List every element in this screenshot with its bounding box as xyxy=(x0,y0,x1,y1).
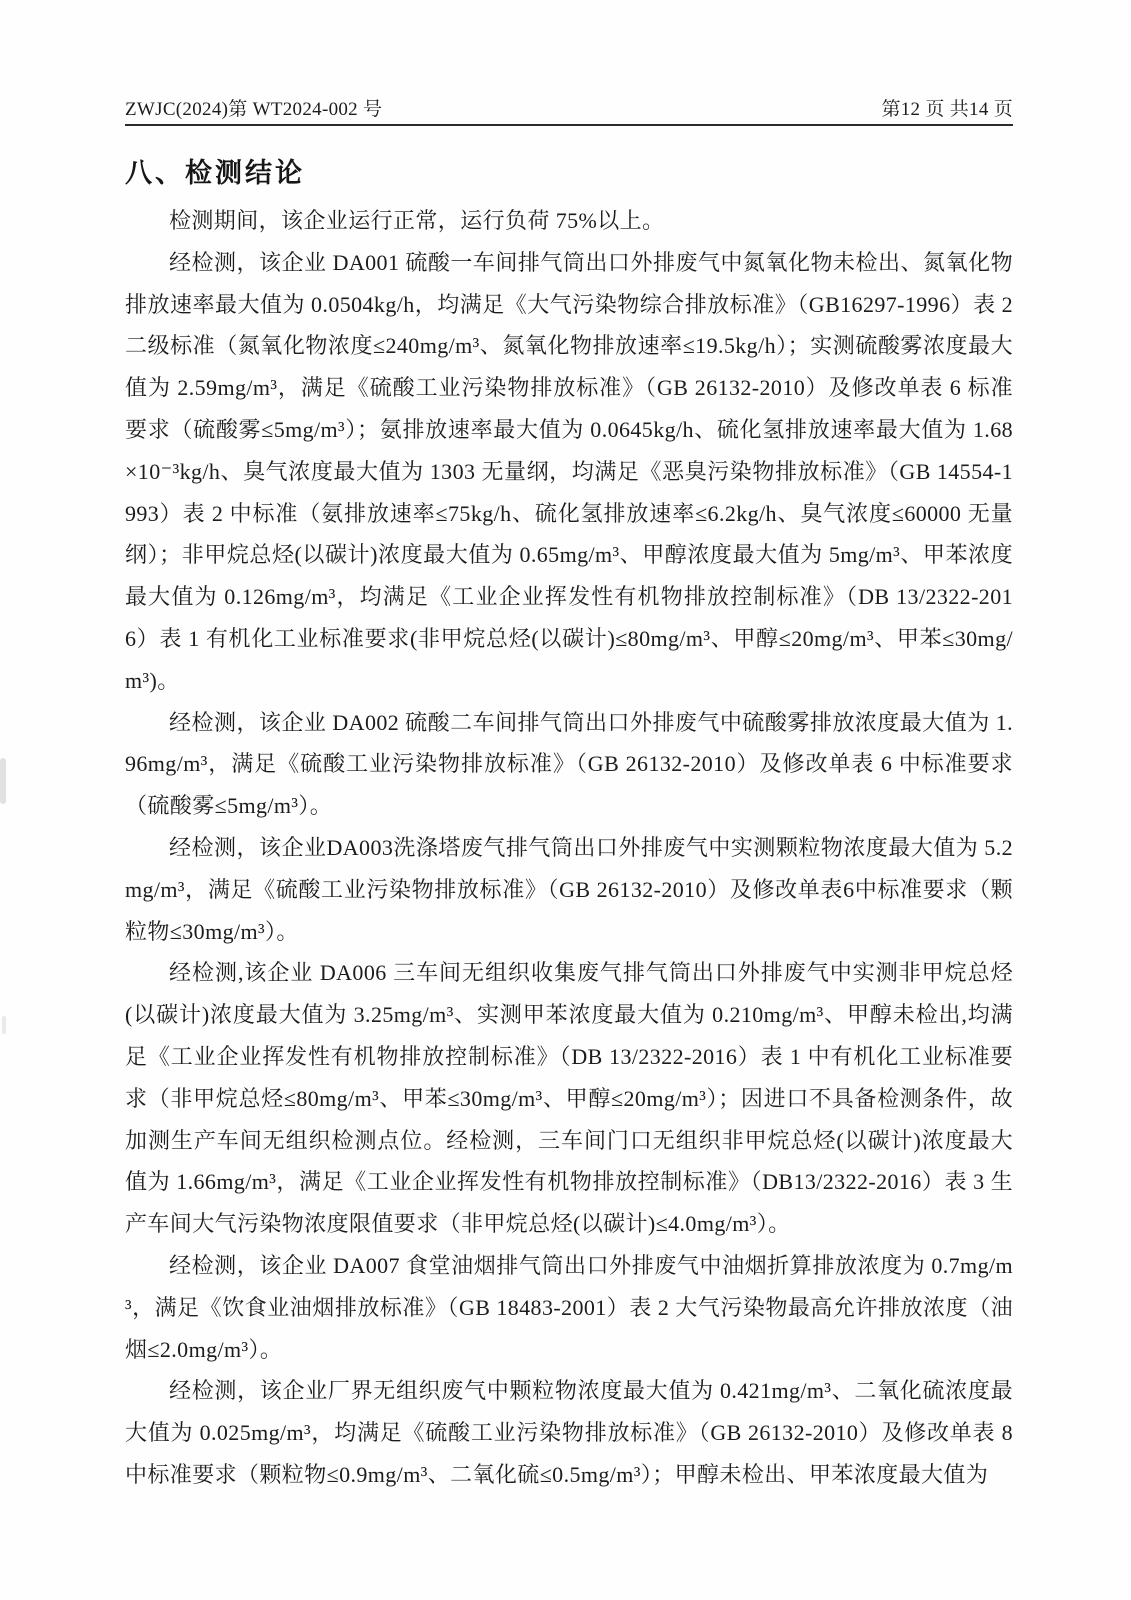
paragraph-da003-results: 经检测，该企业DA003洗涤塔废气排气筒出口外排废气中实测颗粒物浓度最大值为 5.2mg/m³，满足《硫酸工业污染物排放标准》（GB 26132-2010）及修改单表6中标准要求（颗粒物≤30mg/m³）。 xyxy=(125,834,1013,944)
page-number-indicator: 第12 页 共14 页 xyxy=(881,99,1013,120)
scan-smudge xyxy=(2,1016,6,1034)
paragraph-boundary-results: 经检测，该企业厂界无组织废气中颗粒物浓度最大值为 0.421mg/m³、二氧化硫浓度最大值为 0.025mg/m³，均满足《硫酸工业污染物排放标准》（GB 26132-2010）及修改单表 8 中标准要求（颗粒物≤0.9mg/m³、二氧化硫≤0.5mg/m³）；甲醇未检出、甲苯浓度最大值为 xyxy=(125,1378,1013,1487)
page-header xyxy=(125,94,1013,126)
paragraph-operating-load: 检测期间，该企业运行正常，运行负荷 75%以上。 xyxy=(169,208,665,233)
paragraph-da001-results: 经检测，该企业 DA001 硫酸一车间排气筒出口外排废气中氮氧化物未检出、氮氧化物排放速率最大值为 0.0504kg/h，均满足《大气污染物综合排放标准》（GB16297-1996）表 2 二级标准（氮氧化物浓度≤240mg/m³、氮氧化物排放速率≤19.5kg/h）；实测硫酸雾浓度最大值为 2.59mg/m³，满足《硫酸工业污染物排放标准》（GB 26132-2010）及修改单表 6 标准要求（硫酸雾≤5mg/m³）；氨排放速率最大值为 0.0645kg/h、硫化氢排放速率最大值为 1.68×10⁻³kg/h、臭气浓度最大值为 1303 无量纲，均满足《恶臭污染物排放标准》（GB 14554-1993）表 2 中标准（氨排放速率≤75kg/h、硫化氢排放速率≤6.2kg/h、臭气浓度≤60000 无量纲）；非甲烷总烃(以碳计)浓度最大值为 0.65mg/m³、甲醇浓度最大值为 5mg/m³、甲苯浓度最大值为 0.126mg/m³，均满足《工业企业挥发性有机物排放控制标准》（DB 13/2322-2016）表 1 有机化工业标准要求(非甲烷总烃(以碳计)≤80mg/m³、甲醇≤20mg/m³、甲苯≤30mg/m³)。 xyxy=(125,249,1013,693)
section-title: 八、检测结论 xyxy=(125,158,305,188)
document-number: ZWJC(2024)第 WT2024-002 号 xyxy=(125,99,383,120)
paragraph-da002-results: 经检测，该企业 DA002 硫酸二车间排气筒出口外排废气中硫酸雾排放浓度最大值为 1.96mg/m³，满足《硫酸工业污染物排放标准》（GB 26132-2010）及修改单表 6 中标准要求（硫酸雾≤5mg/m³）。 xyxy=(125,709,1013,819)
paragraph-da006-results: 经检测,该企业 DA006 三车间无组织收集废气排气筒出口外排废气中实测非甲烷总烃(以碳计)浓度最大值为 3.25mg/m³、实测甲苯浓度最大值为 0.210mg/m³、甲醇未检出,均满足《工业企业挥发性有机物排放控制标准》（DB 13/2322-2016）表 1 中有机化工业标准要求（非甲烷总烃≤80mg/m³、甲苯≤30mg/m³、甲醇≤20mg/m³）；因进口不具备检测条件，故加测生产车间无组织检测点位。经检测，三车间门口无组织非甲烷总烃(以碳计)浓度最大值为 1.66mg/m³，满足《工业企业挥发性有机物排放控制标准》（DB13/2322-2016）表 3 生产车间大气污染物浓度限值要求（非甲烷总烃(以碳计)≤4.0mg/m³）。 xyxy=(125,960,1013,1237)
scan-smudge xyxy=(0,758,6,804)
paragraph-da007-results: 经检测，该企业 DA007 食堂油烟排气筒出口外排废气中油烟折算排放浓度为 0.7mg/m³，满足《饮食业油烟排放标准》（GB 18483-2001）表 2 大气污染物最高允许排放浓度（油烟≤2.0mg/m³）。 xyxy=(125,1252,1013,1362)
page-content xyxy=(125,0,1013,1496)
